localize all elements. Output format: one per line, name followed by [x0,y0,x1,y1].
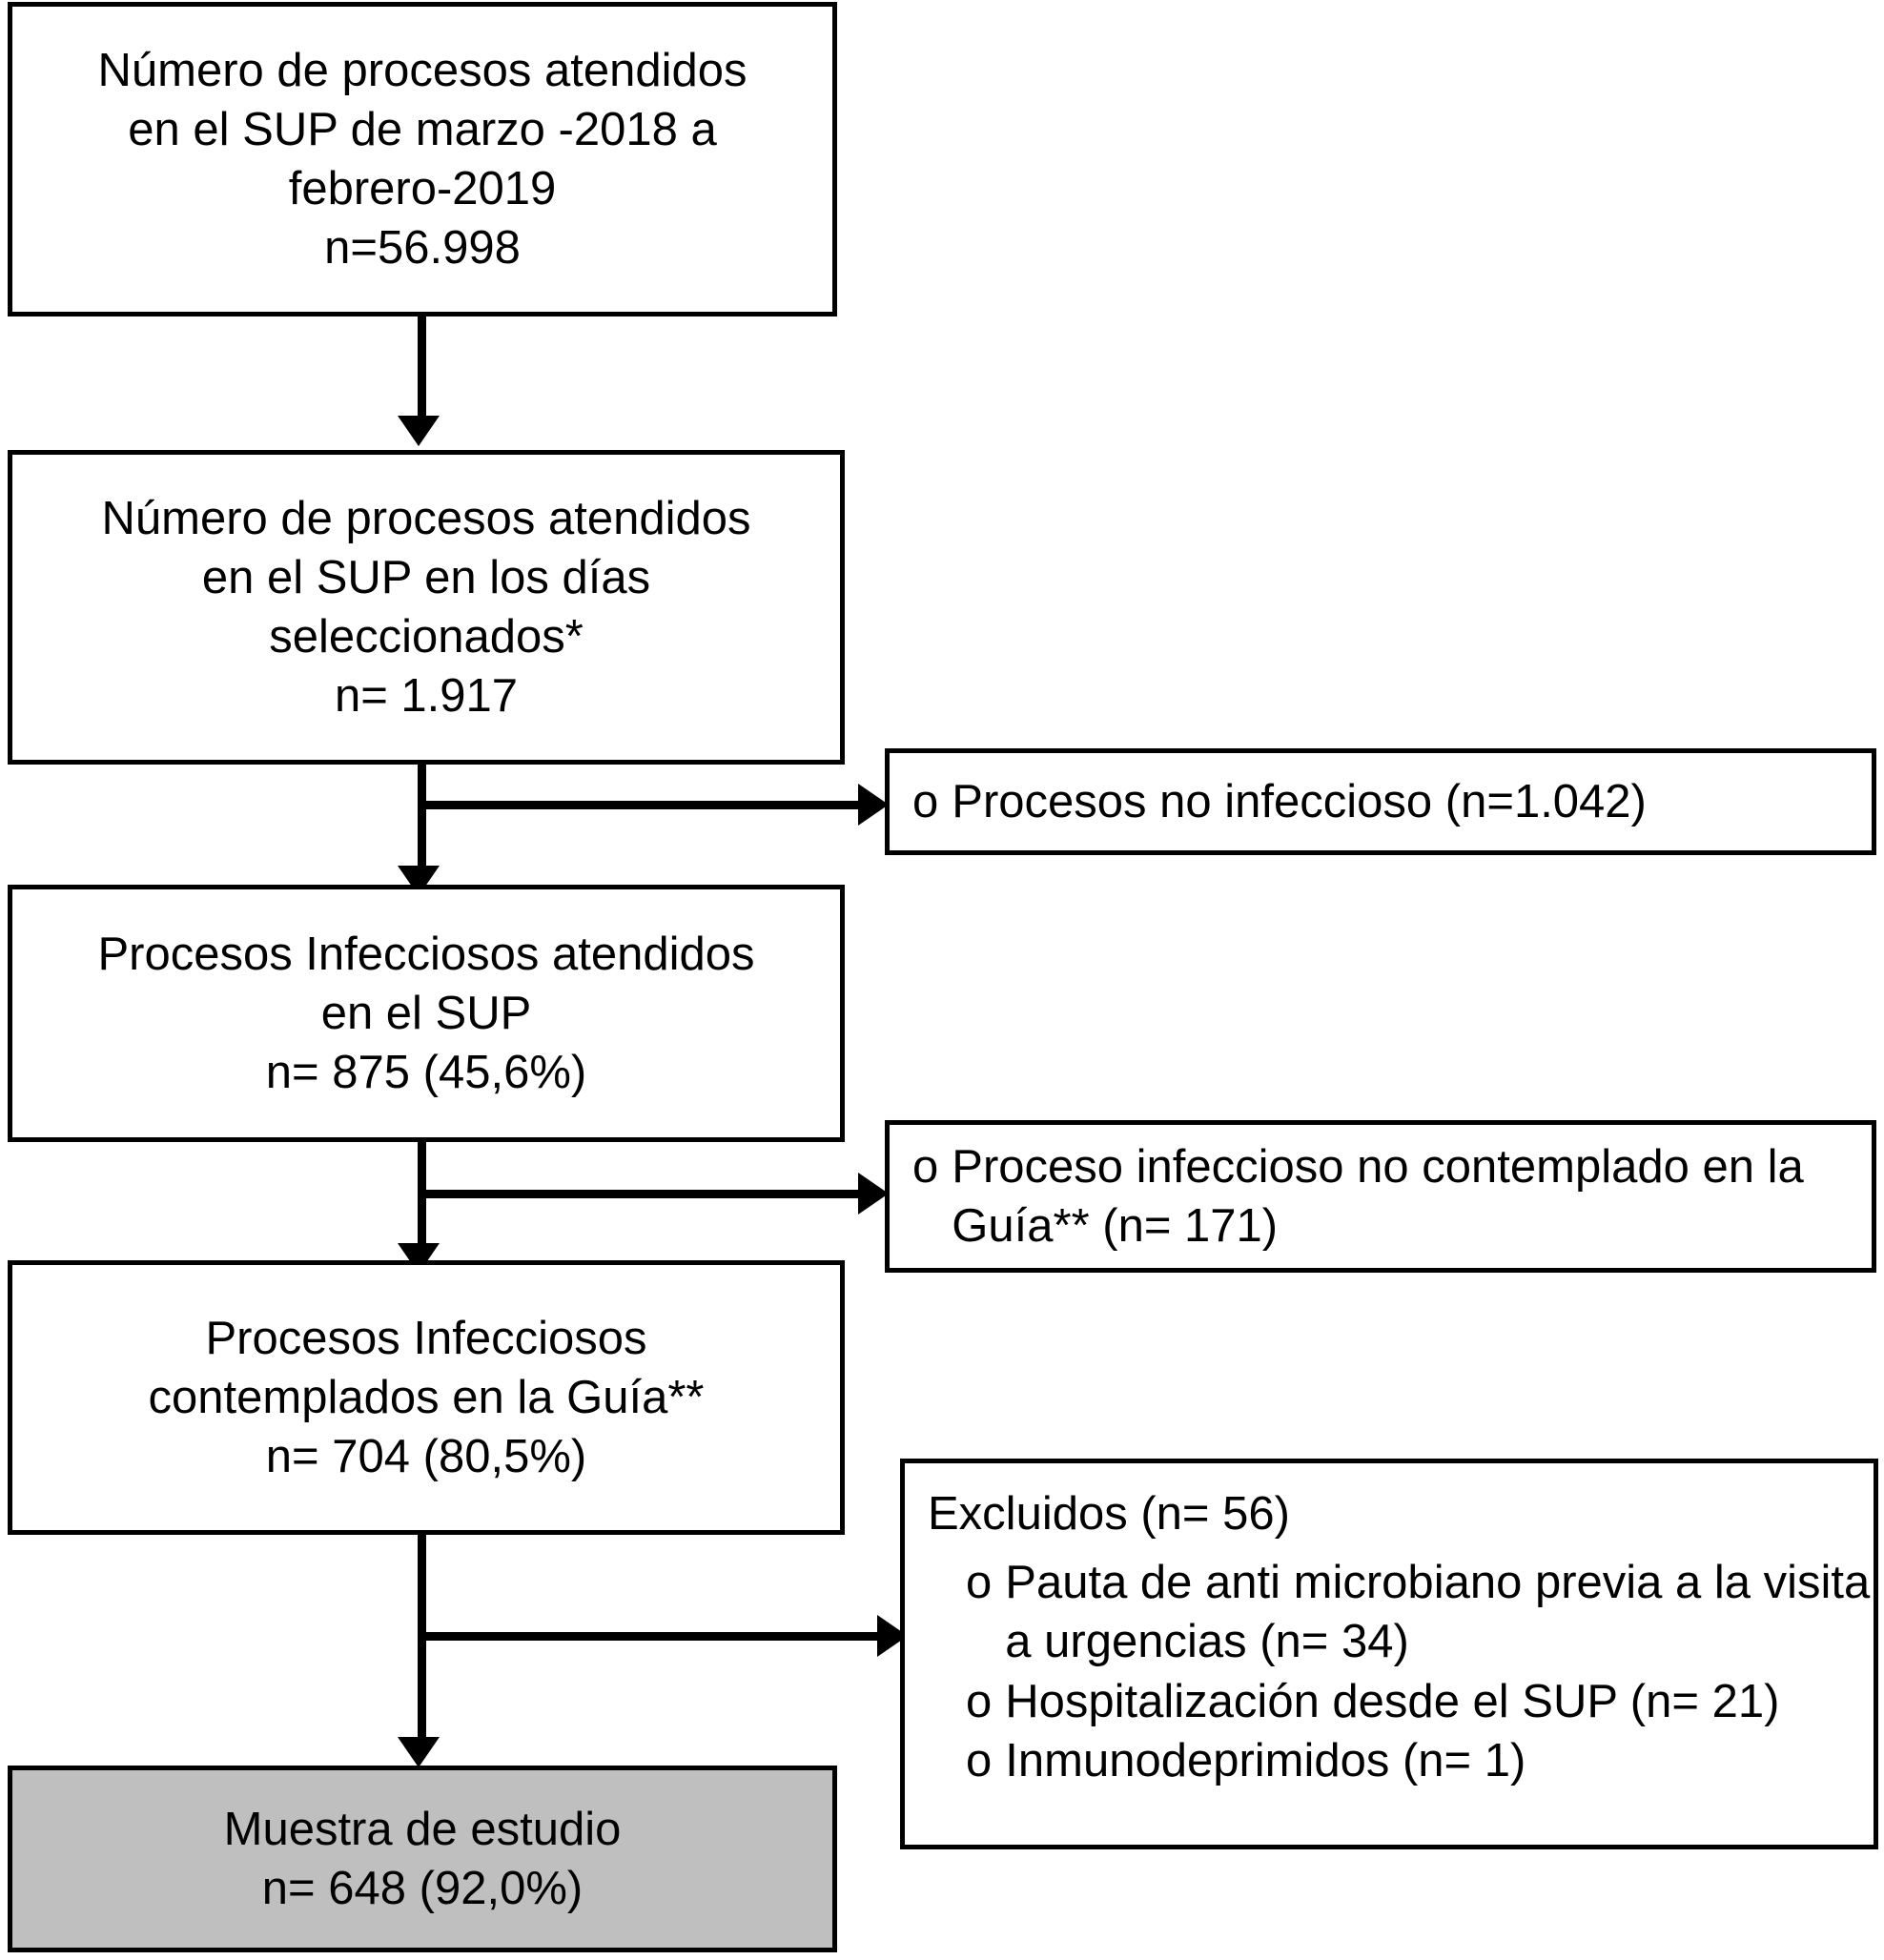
node-not-in-guide-item [912,1137,1854,1256]
node-excluded-list [928,1553,1884,1790]
node-selected-days-line-3: seleccionados* [269,611,584,663]
node-in-guide-line-3: n= 704 (80,5%) [265,1431,587,1483]
node-total-processes-line-3: febrero-2019 [288,163,557,214]
node-infectious-processes-line-3: n= 875 (45,6%) [265,1047,587,1099]
node-excluded-item-2: Hospitalización desde el SUP (n= 21) [1005,1675,1780,1727]
connector-total-to-selected [418,316,426,419]
node-excluded-title: Excluidos (n= 56) [928,1488,1290,1540]
node-selected-days-line-2: en el SUP en los días [201,551,651,603]
bullet-icon: o [912,1140,939,1193]
connector-selected-to-infectious [418,765,426,871]
connector-selected-to-noninfectious [418,801,866,809]
node-not-in-guide-line-1: Proceso infeccioso no contemplado en la [952,1140,1804,1193]
connector-inguide-to-excluded [418,1632,885,1641]
list-item [966,1672,1884,1731]
arrowhead-inguide-to-sample [398,1737,440,1767]
list-item [966,1553,1884,1671]
node-infectious-processes [8,885,845,1142]
bullet-icon: o [966,1675,993,1727]
bullet-icon: o [966,1557,993,1609]
node-study-sample-line-1: Muestra de estudio [223,1803,622,1855]
node-study-sample [8,1766,837,1952]
node-selected-days [8,450,845,765]
node-total-processes [8,2,837,316]
node-in-guide [8,1260,845,1535]
node-infectious-processes-line-1: Procesos Infecciosos atendidos [97,928,755,980]
node-selected-days-line-4: n= 1.917 [334,670,519,723]
node-non-infectious [885,748,1876,855]
node-non-infectious-text: Procesos no infeccioso (n=1.042) [952,775,1647,827]
node-excluded-item-3: Inmunodeprimidos (n= 1) [1005,1734,1526,1786]
connector-infectious-to-notinguide [418,1190,866,1198]
node-excluded-item-1-line-2: a urgencias (n= 34) [1005,1616,1409,1668]
node-infectious-processes-line-2: en el SUP [320,987,532,1039]
bullet-icon: o [966,1734,993,1786]
node-non-infectious-item [912,772,1854,831]
node-excluded-item-1 [1005,1553,1884,1671]
node-in-guide-line-2: contemplados en la Guía** [148,1371,705,1423]
bullet-icon: o [912,775,939,827]
node-study-sample-line-2: n= 648 (92,0%) [261,1863,584,1914]
node-total-processes-line-4: n=56.998 [324,222,521,275]
node-not-in-guide-text [952,1137,1854,1256]
arrowhead-total-to-selected [398,416,440,446]
node-total-processes-line-2: en el SUP de marzo -2018 a [128,103,717,155]
node-selected-days-line-1: Número de procesos atendidos [101,492,751,544]
node-total-processes-line-1: Número de procesos atendidos [97,44,747,96]
node-excluded-item-1-line-1: Pauta de anti microbiano previa a la visita [1005,1557,1871,1609]
node-not-in-guide-line-2: Guía** (n= 171) [952,1200,1279,1252]
node-in-guide-line-1: Procesos Infecciosos [205,1312,647,1364]
node-excluded [900,1459,1878,1849]
list-item [966,1731,1884,1790]
node-not-in-guide [885,1120,1876,1273]
